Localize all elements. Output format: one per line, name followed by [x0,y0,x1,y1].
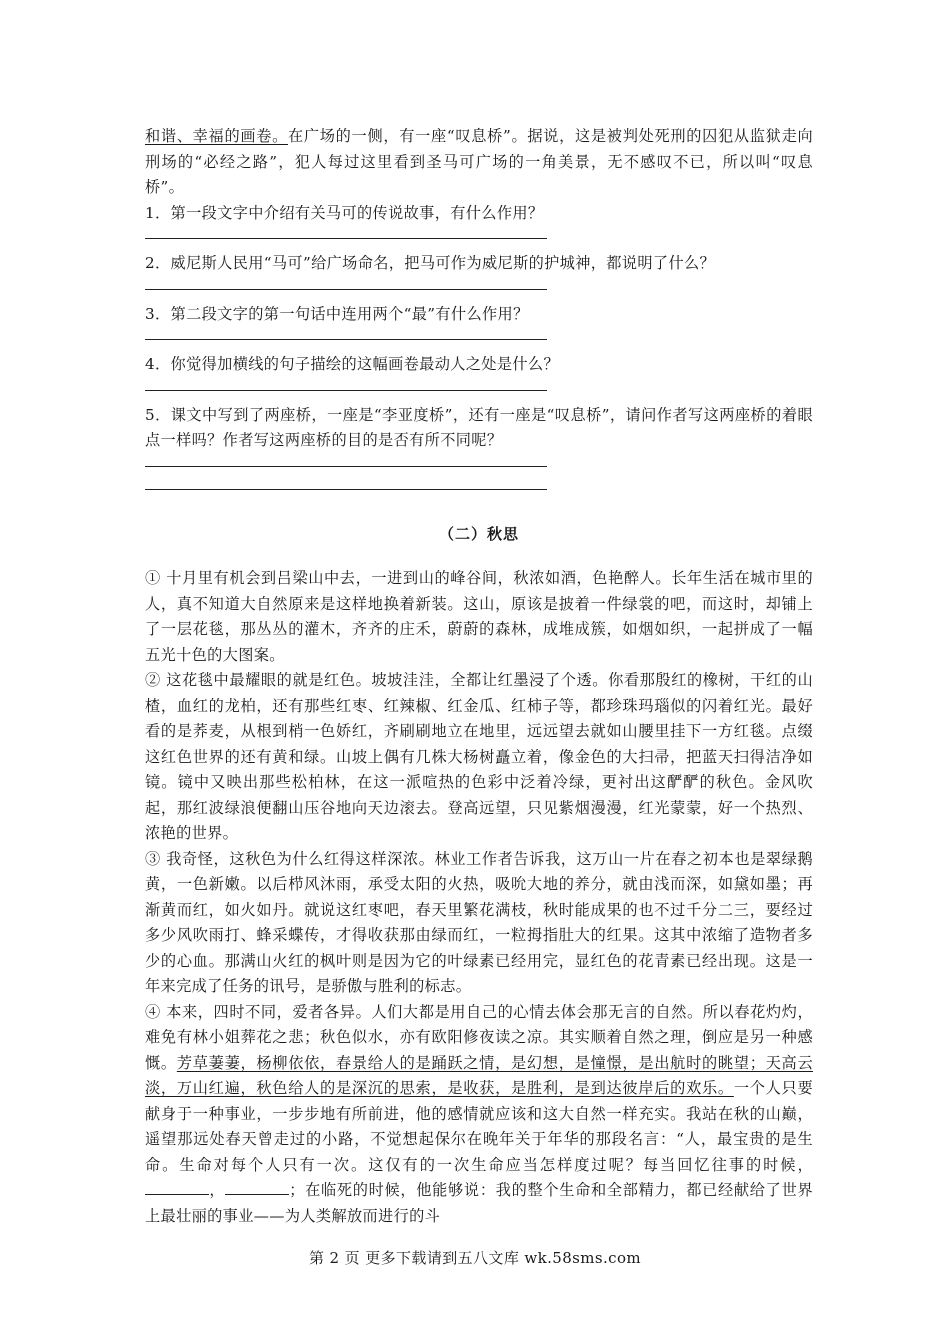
underlined-sentence: 和谐、幸福的画卷。 [145,127,288,145]
question-3: 3．第二段文字的第一句话中连用两个“最”有什么作用？ [145,304,529,323]
passage1-ending [145,124,813,201]
page-footer: 第 2 页 更多下载请到五八文库 wk.58sms.com [308,1249,642,1267]
question-5: 5．课文中写到了两座桥，一座是“李亚度桥”，还有一座是“叹息桥”，请问作者写这两座桥的着眼点一样吗？作者写这两座桥的目的是否有所不同呢？ [145,405,813,449]
question-4: 4．你觉得加横线的句子描绘的这幅画卷最动人之处是什么？ [145,355,559,373]
fill-blank-2[interactable] [225,1180,289,1195]
paragraph-1: ① 十月里有机会到吕梁山中去，一进到山的峰谷间，秋浓如酒，色艳醉人。长年生活在城市里的人，真不知道大自然原来是这样地换着新装。这山，原该是披着一件绿裳的吧，而这时，却铺上了一层花毯，那丛丛的灌木，齐齐的庄禾，蔚蔚的森林，成堆成簇，如烟如织，一起拼成了一幅五光十色的大图案。 [145,569,813,664]
question-1: 1．第一段文字中介绍有关马可的传说故事，有什么作用？ [145,203,544,222]
answer-line-4[interactable] [145,378,813,403]
answer-line-2[interactable] [145,277,813,302]
fill-blank-1[interactable] [145,1180,209,1195]
paragraph-4-text-a: ④ 本来，四时不同，爱者各异。人们大都是用自己的心情去体会那无言的自然。所以春花灼灼，难免有林小姐葬花之悲；秋色似水，亦有欧阳修夜读之凉。其实顺着自然之理，倒应是另一种感慨。 [145,1002,813,1072]
paragraph-4-text-b: 一个人只要献身于一种事业，一步步地有所前进，他的感情就应该和这大自然一样充实。我站在秋的山巅，遥望那远处春天曾走过的小路，不觉想起保尔在晚年关于年华的那段名言：“人，最宝贵的是生命。生命对每个人只有一次。这仅有的一次生命应当怎样度过呢？每当回忆往事的时候， [145,1079,814,1174]
answer-line-3[interactable] [145,327,813,352]
question-2: 2．威尼斯人民用“马可”给广场命名，把马可作为威尼斯的护城神，都说明了什么？ [145,254,716,272]
blank-separator: ， [209,1181,226,1199]
paragraph-3: ③ 我奇怪，这秋色为什么红得这样深浓。林业工作者告诉我，这万山一片在春之初本也是翠绿鹅黄，一色新嫩。以后栉风沐雨，承受太阳的火热，吸吮大地的养分，就由浅而深，如黛如墨；再渐黄而红，如火如丹。就说这红枣吧，春天里繁花满枝，秋时能成果的也不过千分二三，要经过多少风吹雨打、蜂采蝶传，才得收获那由绿而红，一粒拇指肚大的红果。这其中浓缩了造物者多少的心血。那满山火红的枫叶则是因为它的叶绿素已经用完，显红色的花青素已经出现。这是一年来完成了任务的讯号，是骄傲与胜利的标志。 [145,849,813,995]
underlined-passage: 芳草萋萋，杨柳依依，春景给人的是踊跃之情，是幻想，是憧憬，是出航时的眺望；天高云淡，万山红遍，秋色给人的是深沉的思索，是收获，是胜利，是到达彼岸后的欢乐。 [145,1053,813,1097]
paragraph-2: ② 这花毯中最耀眼的就是红色。坡坡洼洼，全都让红墨浸了个透。你看那殷红的橡树，干红的山楂，血红的龙柏，还有那些红枣、红辣椒、红金瓜、红柿子等，都珍珠玛瑙似的闪着红光。最好看的是荞麦，从根到梢一色娇红，齐刷刷地立在地里，远远望去就如山腰里挂下一方红毯。点缀这红色世界的还有黄和绿。山坡上偶有几株大杨树矗立着，像金色的大扫帚，把蓝天扫得洁净如镜。镜中又映出那些松柏林，在这一派喧热的色彩中泛着冷绿，更衬出这酽酽的秋色。金风吹起，那红波绿浪便翻山压谷地向天边滚去。登高远望，只见紫烟漫漫，红光蒙蒙，好一个热烈、浓艳的世界。 [145,671,813,842]
passage1-text: 在广场的一侧，有一座“叹息桥”。据说，这是被判处死刑的囚犯从监狱走向刑场的“必经之路”，犯人每过这里看到圣马可广场的一角美景，无不感叹不已，所以叫“叹息桥”。 [145,127,813,196]
answer-line-1[interactable] [145,226,813,251]
paragraph-4-text-c: ；在临死的时候，他能够说：我的整个生命和全部精力，都已经献给了世界上最壮丽的事业——为人类解放而进行的斗 [145,1181,813,1225]
page-content [145,124,813,1229]
answer-line-5b[interactable] [145,479,813,500]
section-title: （二）秋思 [438,524,519,543]
answer-line-5a[interactable] [145,454,813,479]
paragraph-4 [145,1000,813,1230]
